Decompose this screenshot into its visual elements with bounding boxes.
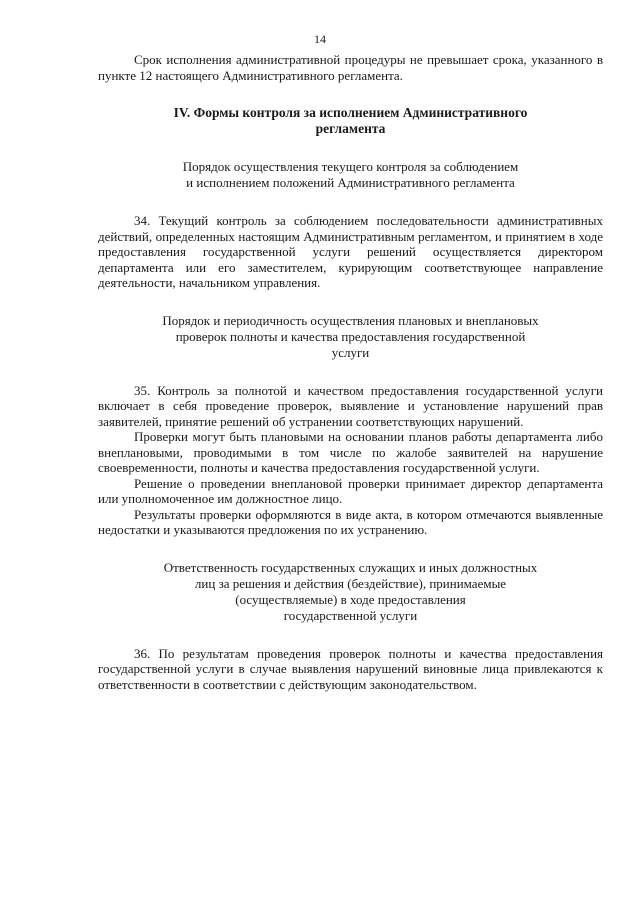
subsection-heading-responsibility	[98, 560, 603, 624]
section-title-line: IV. Формы контроля за исполнением Административного	[173, 105, 528, 120]
paragraph-35: 35. Контроль за полнотой и качеством предоставления государственной услуги включает в себя проведение проверок, выявление и установление нарушений прав заявителей, принятие решений об устранении соответствующих нарушений.	[98, 382, 603, 429]
subsection-heading-line: Ответственность государственных служащих и иных должностных	[163, 559, 538, 575]
subsection-heading-line: и исполнением положений Административного регламента	[186, 175, 515, 190]
section-title	[98, 105, 603, 137]
subsection-heading-line: Порядок осуществления текущего контроля за соблюдением	[182, 159, 519, 174]
subsection-heading-current-control	[98, 159, 603, 191]
subsection-heading-line: Порядок и периодичность осуществления плановых и внеплановых	[162, 312, 539, 328]
subsection-heading-line: проверок полноты и качества предоставления государственной	[175, 328, 526, 344]
subsection-heading-inspections	[98, 313, 603, 361]
paragraph-35-inspections-types: Проверки могут быть плановыми на основании планов работы департамента либо внеплановыми, проводимыми в том числе по жалобе заявителей на нарушение своевременности, полноты и качества предоставления государственной услуги.	[98, 429, 603, 475]
subsection-heading-line: лиц за решения и действия (бездействие), принимаемые	[194, 575, 507, 591]
paragraph-34: 34. Текущий контроль за соблюдением последовательности административных действий, определенных настоящим Административным регламентом, и принятием в ходе предоставления государственной услуги решений осуществляется директором департамента или его заместителем, курирующим соответствующее направление деятельности, начальником управления.	[98, 213, 603, 290]
intro-paragraph: Срок исполнения административной процедуры не превышает срока, указанного в пункте 12 настоящего Административного регламента.	[98, 52, 603, 83]
subsection-heading-line: услуги	[331, 344, 370, 360]
subsection-heading-line: государственной услуги	[283, 607, 418, 623]
page-number: 14	[314, 32, 326, 46]
paragraph-35-inspection-results: Результаты проверки оформляются в виде акта, в котором отмечаются выявленные недостатки и указываются предложения по их устранению.	[98, 506, 603, 537]
paragraph-36: 36. По результатам проведения проверок полноты и качества предоставления государственной услуги в случае выявления нарушений виновные лица привлекаются к ответственности в соответствии с действующим законодательством.	[98, 645, 603, 692]
document-body	[98, 52, 603, 692]
paragraph-35-unscheduled-decision: Решение о проведении внеплановой проверки принимает директор департамента или уполномоченное им должностное лицо.	[98, 475, 603, 506]
section-title-line: регламента	[315, 121, 386, 136]
subsection-heading-line: (осуществляемые) в ходе предоставления	[235, 591, 466, 607]
